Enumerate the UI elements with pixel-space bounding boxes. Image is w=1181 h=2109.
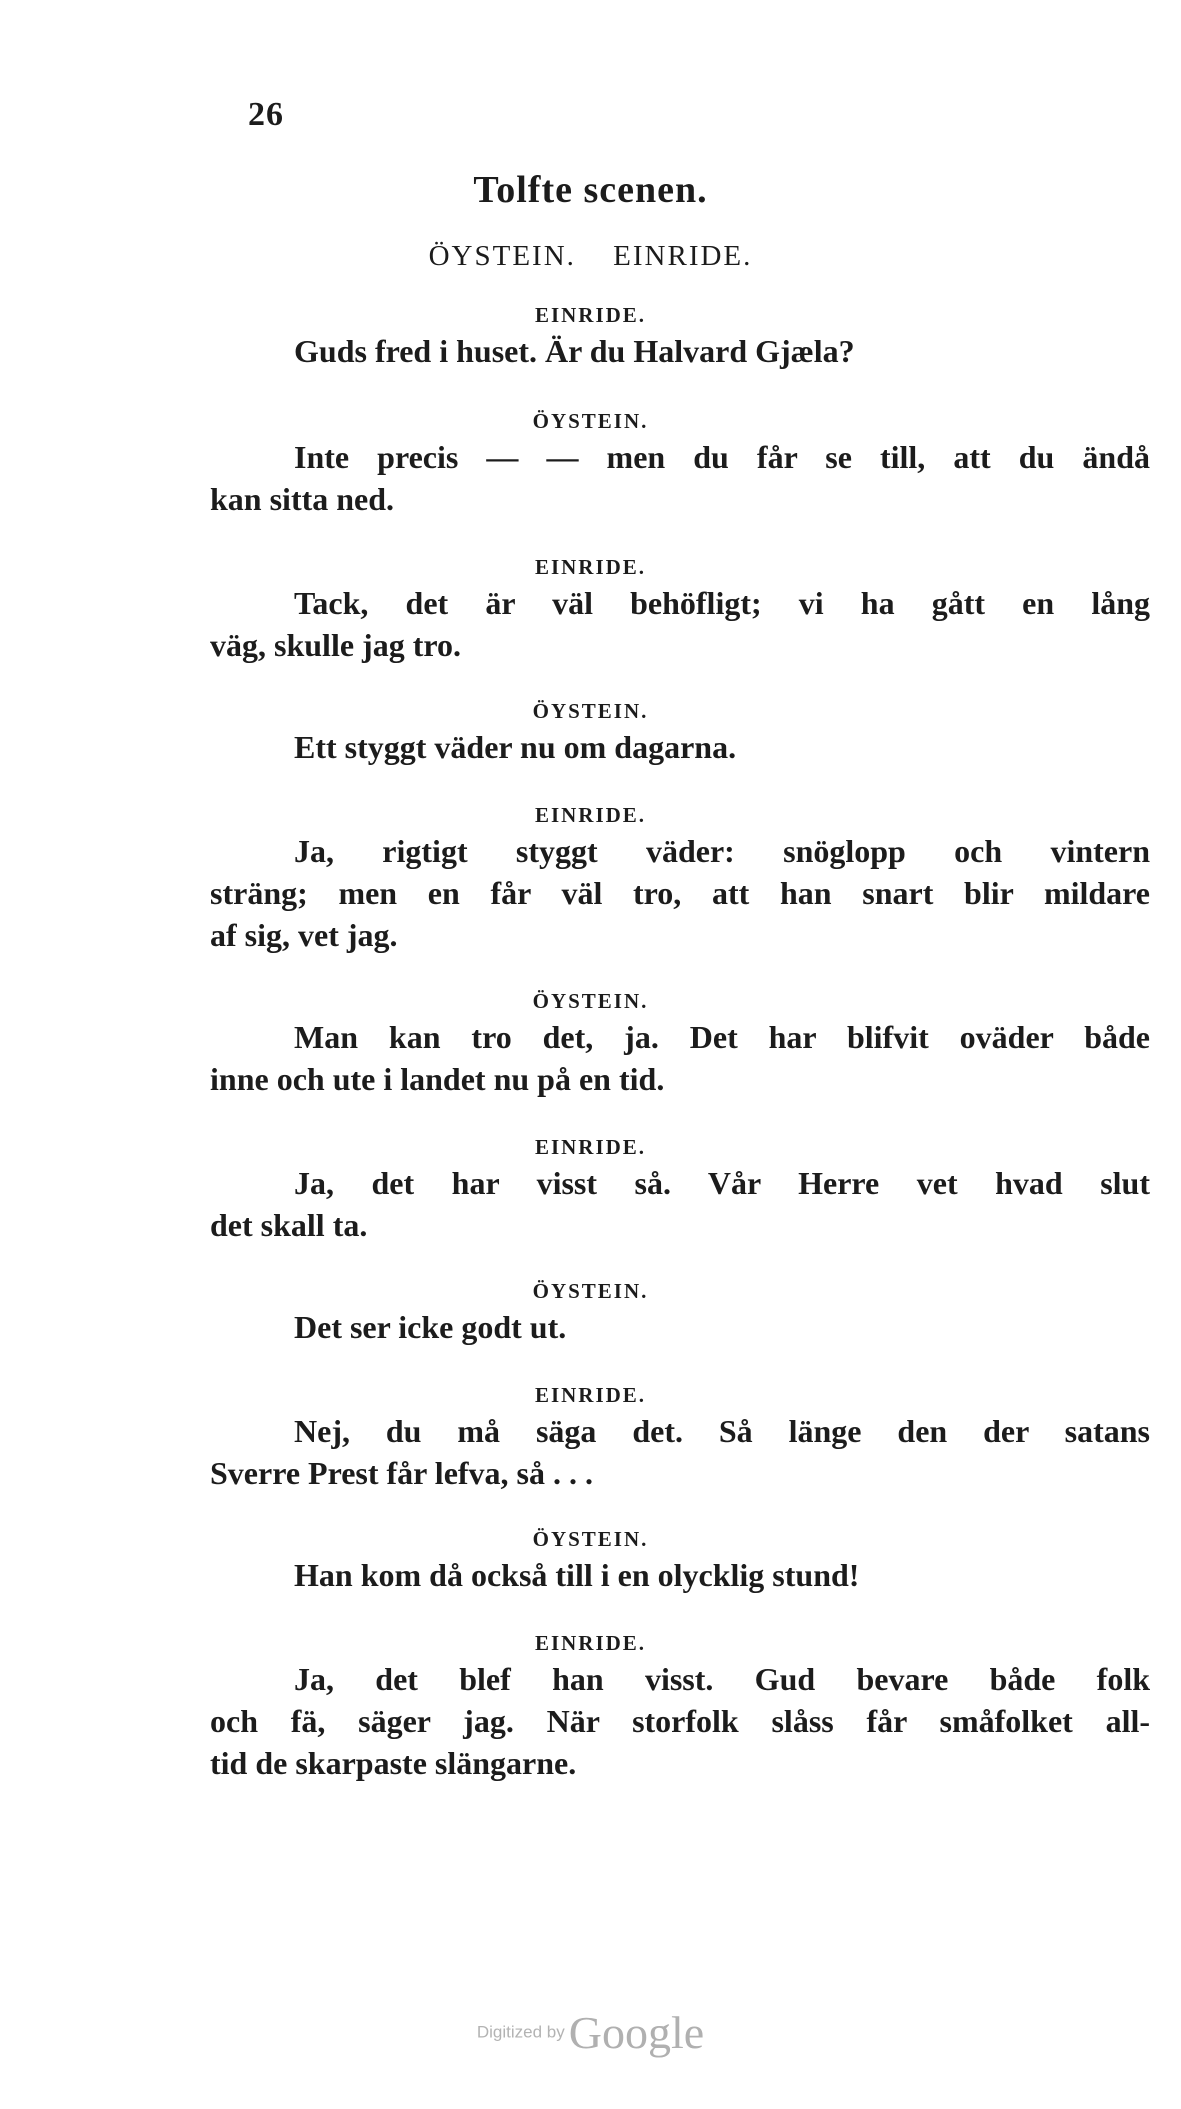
speech-line: det skall ta. xyxy=(210,1207,368,1243)
cast-member: EINRIDE. xyxy=(613,240,753,272)
speech-block xyxy=(210,1524,1150,1596)
speaker-name: ÖYSTEIN. xyxy=(532,699,649,723)
speech-line: Han kom då också till i en olycklig stund! xyxy=(294,1557,860,1593)
speech-line: Man kan tro det, ja. Det har blifvit oväder både xyxy=(294,1019,1150,1055)
speech-line: kan sitta ned. xyxy=(210,481,395,517)
speech-line: af sig, vet jag. xyxy=(210,917,398,953)
digitized-by-text: Digitized by xyxy=(476,2022,565,2042)
speech-line: väg, skulle jag tro. xyxy=(210,627,461,663)
speaker-name: EINRIDE. xyxy=(534,1135,647,1159)
speaker-name: ÖYSTEIN. xyxy=(532,1279,649,1303)
speech-block xyxy=(210,1380,1150,1494)
speech-block xyxy=(210,1628,1150,1784)
speaker-name: ÖYSTEIN. xyxy=(532,409,649,433)
google-logo: Google xyxy=(568,2007,705,2058)
digitization-watermark xyxy=(0,2006,1181,2059)
speech-line: Ja, det blef han visst. Gud bevare både folk xyxy=(294,1661,1150,1697)
speech-line: Guds fred i huset. Är du Halvard Gjæla? xyxy=(294,333,855,369)
scene-title: Tolfte scenen. xyxy=(473,169,708,211)
speech-block xyxy=(210,986,1150,1100)
speech-line: Sverre Prest får lefva, så . . . xyxy=(210,1455,593,1491)
speaker-name: ÖYSTEIN. xyxy=(532,1527,649,1551)
speech-block xyxy=(210,1276,1150,1348)
speech-line: Ett styggt väder nu om dagarna. xyxy=(294,729,737,765)
speech-line: inne och ute i landet nu på en tid. xyxy=(210,1061,665,1097)
speech-block xyxy=(210,800,1150,956)
speech-block xyxy=(210,300,1150,372)
speech-block xyxy=(210,696,1150,768)
speech-line: tid de skarpaste slängarne. xyxy=(210,1745,577,1781)
cast-member: ÖYSTEIN. xyxy=(428,240,576,272)
speech-block xyxy=(210,552,1150,666)
speech-line: Tack, det är väl behöfligt; vi ha gått en lång xyxy=(294,585,1150,621)
speech-line: Inte precis — — men du får se till, att du ändå xyxy=(294,439,1150,475)
page-number: 26 xyxy=(248,96,284,133)
speaker-name: EINRIDE. xyxy=(534,303,647,327)
speaker-name: ÖYSTEIN. xyxy=(532,989,649,1013)
speech-block xyxy=(210,406,1150,520)
speaker-name: EINRIDE. xyxy=(534,1631,647,1655)
speech-line: Ja, det har visst så. Vår Herre vet hvad slut xyxy=(294,1165,1150,1201)
speech-line: Ja, rigtigt styggt väder: snöglopp och vintern xyxy=(294,833,1150,869)
speaker-name: EINRIDE. xyxy=(534,1383,647,1407)
speech-line: Det ser icke godt ut. xyxy=(294,1309,567,1345)
cast-list xyxy=(0,240,1181,273)
speaker-name: EINRIDE. xyxy=(534,555,647,579)
speech-block xyxy=(210,1132,1150,1246)
speech-line: sträng; men en får väl tro, att han snart blir mildare xyxy=(210,875,1150,911)
speech-line: Nej, du må säga det. Så länge den der satans xyxy=(294,1413,1150,1449)
speaker-name: EINRIDE. xyxy=(534,803,647,827)
speech-line: och fä, säger jag. När storfolk slåss får småfolket all- xyxy=(210,1703,1150,1739)
